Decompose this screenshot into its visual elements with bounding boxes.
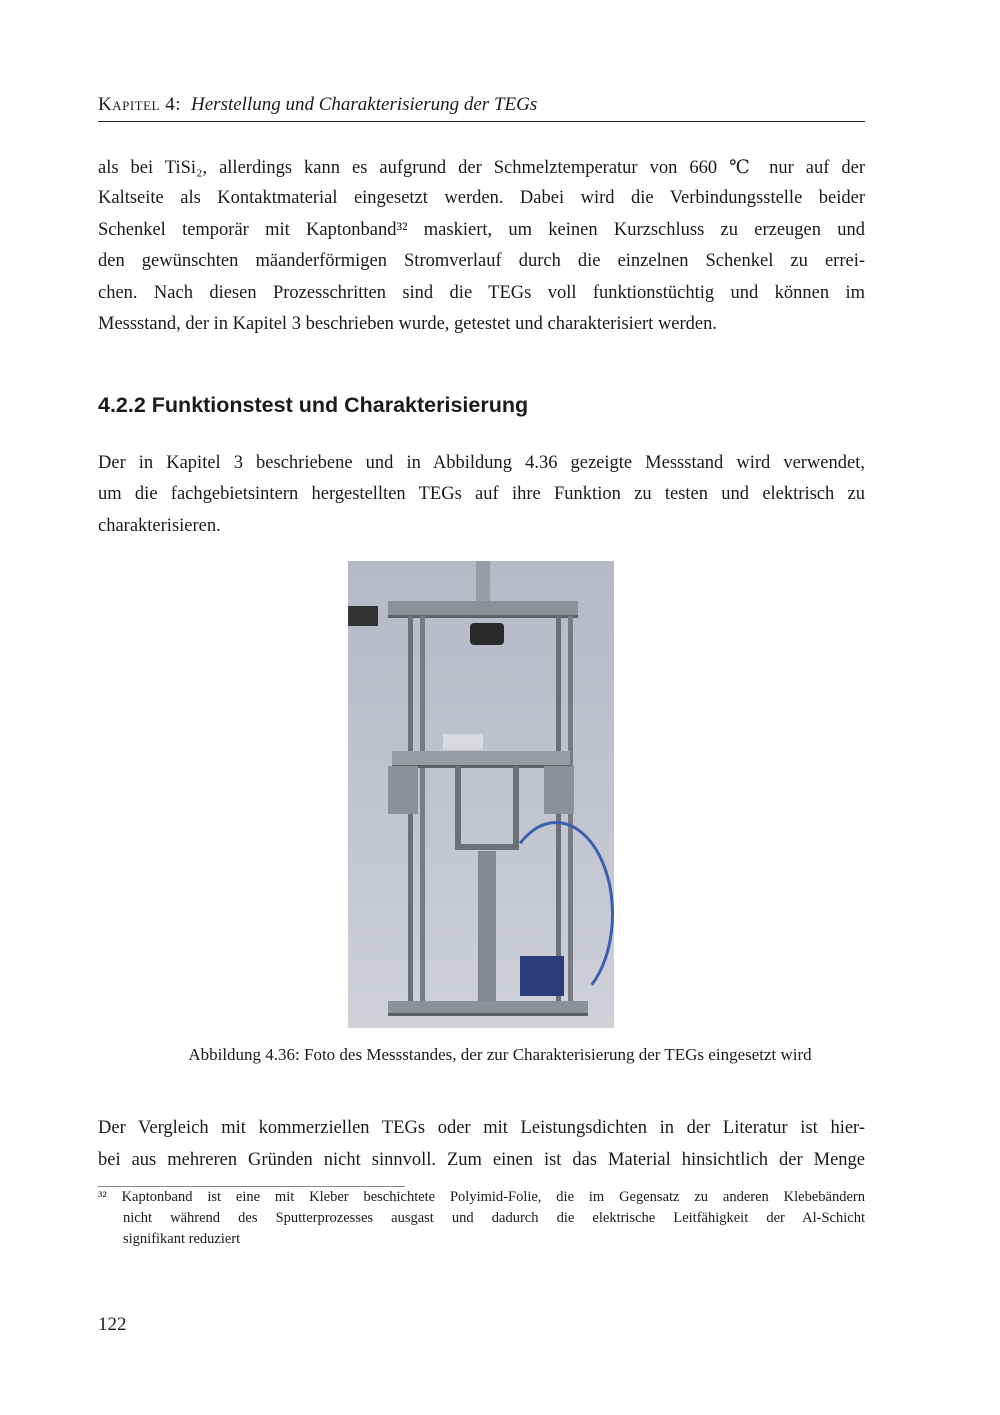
footnote-line: nicht während des Sputterprozesses ausgast und dadurch die elektrische Leitfähigkeit der Al-Schicht xyxy=(123,1210,865,1226)
section-heading: 4.2.2 Funktionstest und Charakterisierung xyxy=(98,393,529,417)
footnote-rule xyxy=(98,1186,405,1187)
header-rule xyxy=(98,121,865,122)
figure-caption: Abbildung 4.36: Foto des Messstandes, der zur Charakterisierung der TEGs eingesetzt wird xyxy=(188,1045,812,1064)
paragraph-line: bei aus mehreren Gründen nicht sinnvoll. Zum einen ist das Material hinsichtlich der Menge xyxy=(98,1150,865,1170)
page-number: 122 xyxy=(98,1314,127,1335)
chapter-label: Kapitel 4: xyxy=(98,94,182,115)
paragraph-line: chen. Nach diesen Prozesschritten sind die TEGs voll funktionstüchtig und können im xyxy=(98,283,865,303)
paragraph-line: Der Vergleich mit kommerziellen TEGs oder mit Leistungsdichten in der Literatur ist hier- xyxy=(98,1118,865,1138)
paragraph-line: um die fachgebietsintern hergestellten TEGs auf ihre Funktion zu testen und elektrisch zu xyxy=(98,484,865,504)
measurement-stand-photo xyxy=(348,561,614,1028)
chapter-title: Herstellung und Charakterisierung der TEGs xyxy=(191,94,538,115)
paragraph-line: als bei TiSi₂, allerdings kann es aufgrund der Schmelztemperatur von 660 ℃ nur auf der xyxy=(98,158,865,178)
running-header xyxy=(98,94,537,116)
paragraph-line: den gewünschten mäanderförmigen Stromverlauf durch die einzelnen Schenkel zu errei- xyxy=(98,251,865,271)
paragraph-line: Schenkel temporär mit Kaptonband³² maskiert, um keinen Kurzschluss zu erzeugen und xyxy=(98,220,865,240)
paragraph-line: Kaltseite als Kontaktmaterial eingesetzt werden. Dabei wird die Verbindungsstelle beider xyxy=(98,188,865,208)
paragraph-line: charakterisieren. xyxy=(98,516,221,536)
footnote-line: ³² Kaptonband ist eine mit Kleber beschichtete Polyimid-Folie, die im Gegensatz zu anderen Klebebändern xyxy=(98,1189,865,1205)
paragraph-line: Der in Kapitel 3 beschriebene und in Abbildung 4.36 gezeigte Messstand wird verwendet, xyxy=(98,453,865,473)
paragraph-line: Messstand, der in Kapitel 3 beschrieben wurde, getestet und charakterisiert werden. xyxy=(98,314,718,334)
footnote-line: signifikant reduziert xyxy=(123,1231,241,1247)
